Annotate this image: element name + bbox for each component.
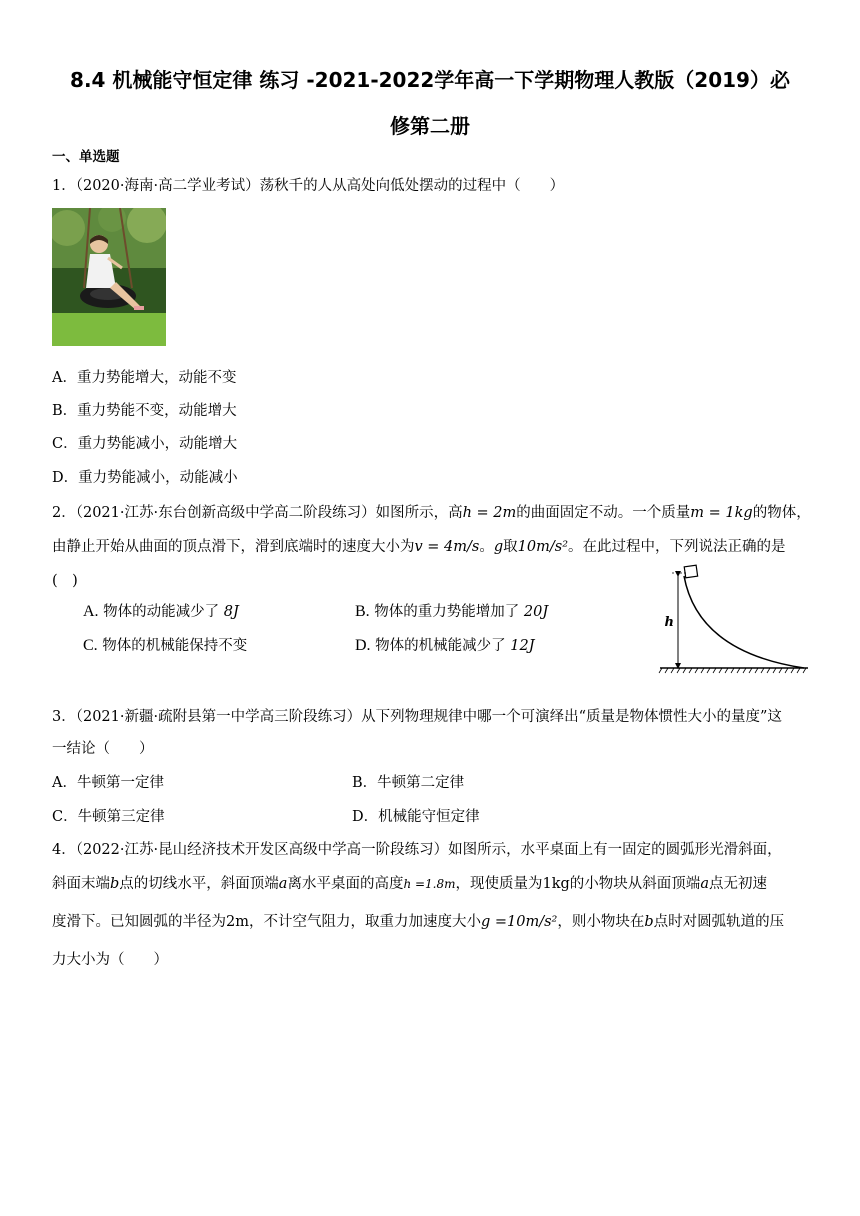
q2-text: 取 (503, 539, 518, 555)
option-text: 物体的动能减少了 (103, 604, 220, 620)
girl-on-swing-photo (52, 208, 166, 346)
q1-option-b: B．重力势能不变，动能增大 (52, 403, 237, 419)
page-title-line-1: 8.4 机械能守恒定律 练习 -2021-2022学年高一下学期物理人教版（2019）必 (70, 68, 790, 92)
q2-height-value: h = 2m (462, 505, 517, 521)
q2-text: 的曲面固定不动。一个质量 (516, 505, 691, 521)
option-text: 物体的重力势能增加了 (374, 604, 520, 620)
option-text: 物体的机械能保持不变 (102, 638, 248, 654)
q1-option-c: C．重力势能减小，动能增大 (52, 436, 238, 452)
q2-text: 2．（2021·江苏·东台创新高级中学高二阶段练习）如图所示，高 (52, 505, 463, 521)
q4-point-a: a (278, 876, 288, 892)
question-2-answer-bracket: ( ) (52, 573, 78, 589)
question-4-line-2 (52, 872, 767, 893)
q4-point-a: a (700, 876, 709, 892)
q4-height-value: h =1.8m (403, 877, 456, 891)
q2-option-a (83, 600, 239, 621)
question-1-stem: 1．（2020·海南·高二学业考试）荡秋千的人从高处向低处摆动的过程中（ ） (52, 178, 565, 194)
q4-text: 离水平桌面的高度 (287, 876, 404, 892)
diagram-height-label: h (664, 615, 674, 630)
option-text: 物体的机械能减少了 (375, 638, 506, 654)
option-label: C. (83, 637, 98, 654)
section-heading: 一、单选题 (52, 149, 120, 165)
q3-option-b: B．牛顿第二定律 (352, 775, 465, 791)
q2-text: 。在此过程中，下列说法正确的是 (568, 539, 786, 555)
q1-option-a: A．重力势能增大，动能不变 (52, 370, 237, 386)
q3-option-a: A．牛顿第一定律 (52, 775, 164, 791)
q4-text: 斜面末端 (52, 876, 110, 892)
q4-gravity-value: g =10m/s² (480, 914, 558, 930)
q2-velocity-value: v = 4m/s (414, 539, 480, 555)
q4-text: 点时对圆弧轨道的压 (653, 914, 785, 930)
q1-option-d: D．重力势能减小，动能减小 (52, 470, 238, 486)
q2-option-d (355, 634, 535, 655)
q4-point-b: b (644, 914, 654, 930)
q2-text: 由静止开始从曲面的顶点滑下，滑到底端时的速度大小为 (52, 539, 415, 555)
q4-text: 点的切线水平，斜面顶端 (119, 876, 279, 892)
question-2-line-1 (52, 501, 811, 522)
q4-text: 点无初速 (708, 876, 767, 892)
page-title-line-2: 修第二册 (390, 114, 470, 138)
option-value: 12J (510, 638, 535, 654)
q4-text: ，则小物块在 (557, 914, 645, 930)
q2-option-b (355, 600, 548, 621)
question-3-line-2: 一结论（ ） (52, 741, 154, 757)
q4-point-b: b (110, 876, 120, 892)
q3-option-c: C．牛顿第三定律 (52, 809, 165, 825)
question-3-line-1: 3．（2021·新疆·疏附县第一中学高三阶段练习）从下列物理规律中哪一个可演绎出“质量是物体惯性大小的量度”这 (52, 709, 782, 725)
q2-g-value: 10m/s² (517, 539, 569, 555)
q2-text: 的物体， (752, 505, 811, 521)
question-4-line-4: 力大小为（ ） (52, 952, 168, 968)
q4-text: 度滑下。已知圆弧的半径为2m，不计空气阻力，取重力加速度大小 (52, 914, 481, 930)
question-2-line-2 (52, 535, 786, 556)
q2-text: 。 (479, 539, 494, 555)
option-label: A. (83, 603, 99, 620)
q2-mass-value: m = 1kg (690, 505, 753, 521)
q2-option-c (83, 634, 247, 655)
question-4-line-3 (52, 910, 784, 931)
option-value: 20J (523, 604, 549, 620)
option-label: D. (355, 637, 371, 654)
q3-option-d: D．机械能守恒定律 (352, 809, 480, 825)
question-4-line-1: 4．（2022·江苏·昆山经济技术开发区高级中学高一阶段练习）如图所示，水平桌面上有一固定的圆弧形光滑斜面， (52, 842, 782, 858)
option-value: 8J (223, 604, 239, 620)
option-label: B. (355, 603, 370, 620)
q4-text: ，现使质量为1kg的小物块从斜面顶端 (455, 876, 701, 892)
q2-g-symbol: g (493, 539, 504, 555)
curved-slope-diagram (658, 562, 810, 676)
